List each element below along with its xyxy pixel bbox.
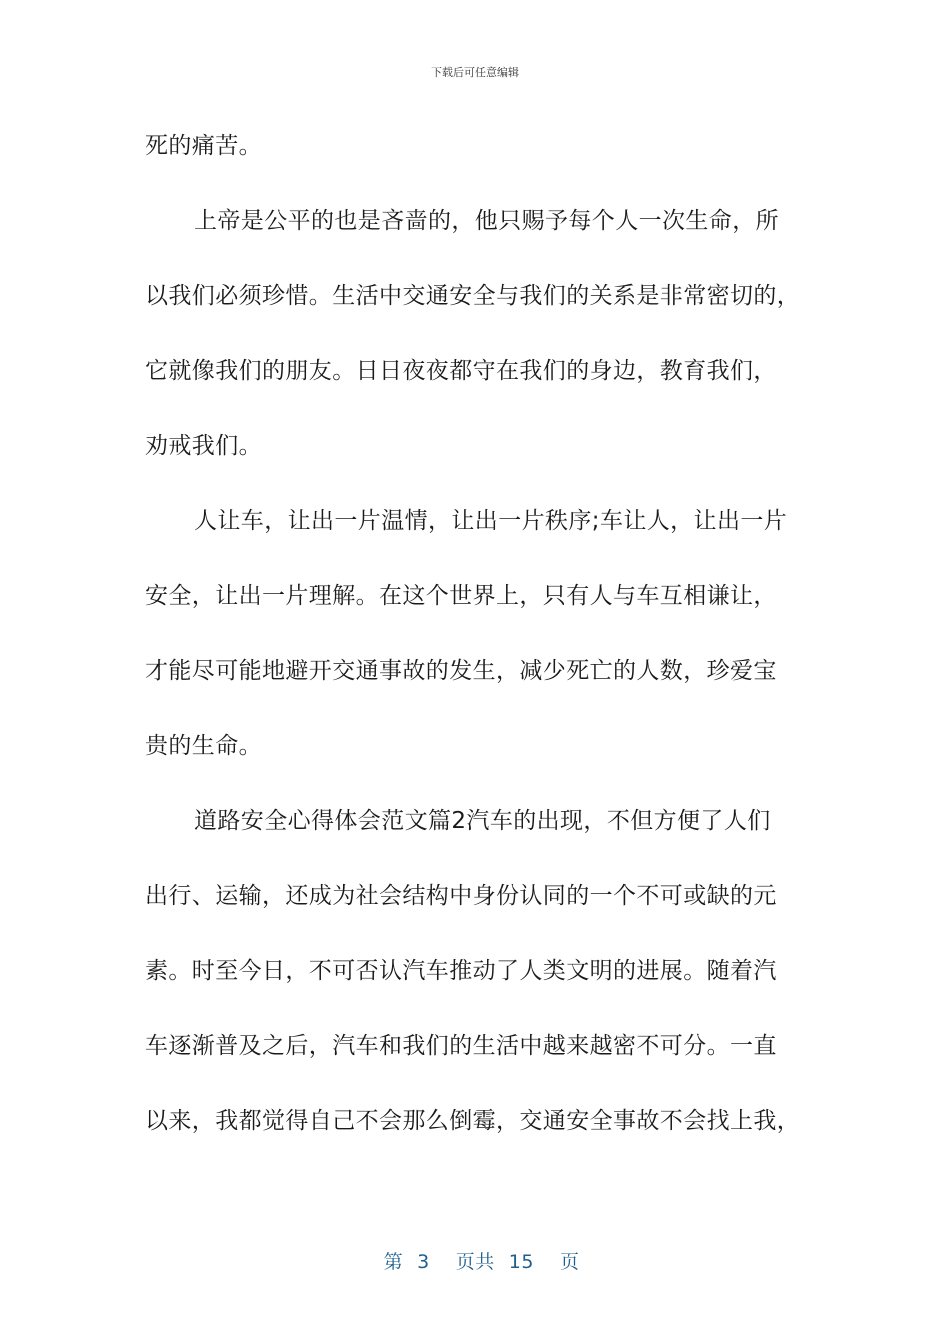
body-line: 死的痛苦。: [145, 133, 262, 159]
body-line: 车逐渐普及之后，汽车和我们的生活中越来越密不可分。一直: [145, 1033, 777, 1059]
footer-current-page: 3: [417, 1251, 430, 1273]
body-line: 出行、运输，还成为社会结构中身份认同的一个不可或缺的元: [145, 883, 777, 909]
body-line: 才能尽可能地避开交通事故的发生，减少死亡的人数，珍爱宝: [145, 658, 777, 684]
footer-middle: 页共: [455, 1251, 495, 1273]
footer-total-pages: 15: [508, 1251, 534, 1273]
footer-prefix: 第: [383, 1251, 404, 1273]
page-footer: [0, 1226, 950, 1274]
body-line: 劝戒我们。: [145, 433, 262, 459]
body-line: 以来，我都觉得自己不会那么倒霉，交通安全事故不会找上我，: [145, 1108, 801, 1134]
body-line: 以我们必须珍惜。生活中交通安全与我们的关系是非常密切的，: [145, 283, 801, 309]
body-line: 人让车，让出一片温情，让出一片秩序;车让人，让出一片: [194, 508, 788, 534]
body-line: 安全，让出一片理解。在这个世界上，只有人与车互相谦让，: [145, 583, 777, 609]
footer-suffix: 页: [559, 1251, 580, 1273]
body-line: 上帝是公平的也是吝啬的，他只赐予每个人一次生命，所: [194, 208, 779, 234]
body-line: 素。时至今日，不可否认汽车推动了人类文明的进展。随着汽: [145, 958, 777, 984]
body-line: 道路安全心得体会范文篇2汽车的出现，不但方便了人们: [194, 808, 771, 834]
body-line: 贵的生命。: [145, 733, 262, 759]
page-header: 下载后可任意编辑: [431, 66, 519, 79]
body-line: 它就像我们的朋友。日日夜夜都守在我们的身边，教育我们，: [145, 358, 777, 384]
